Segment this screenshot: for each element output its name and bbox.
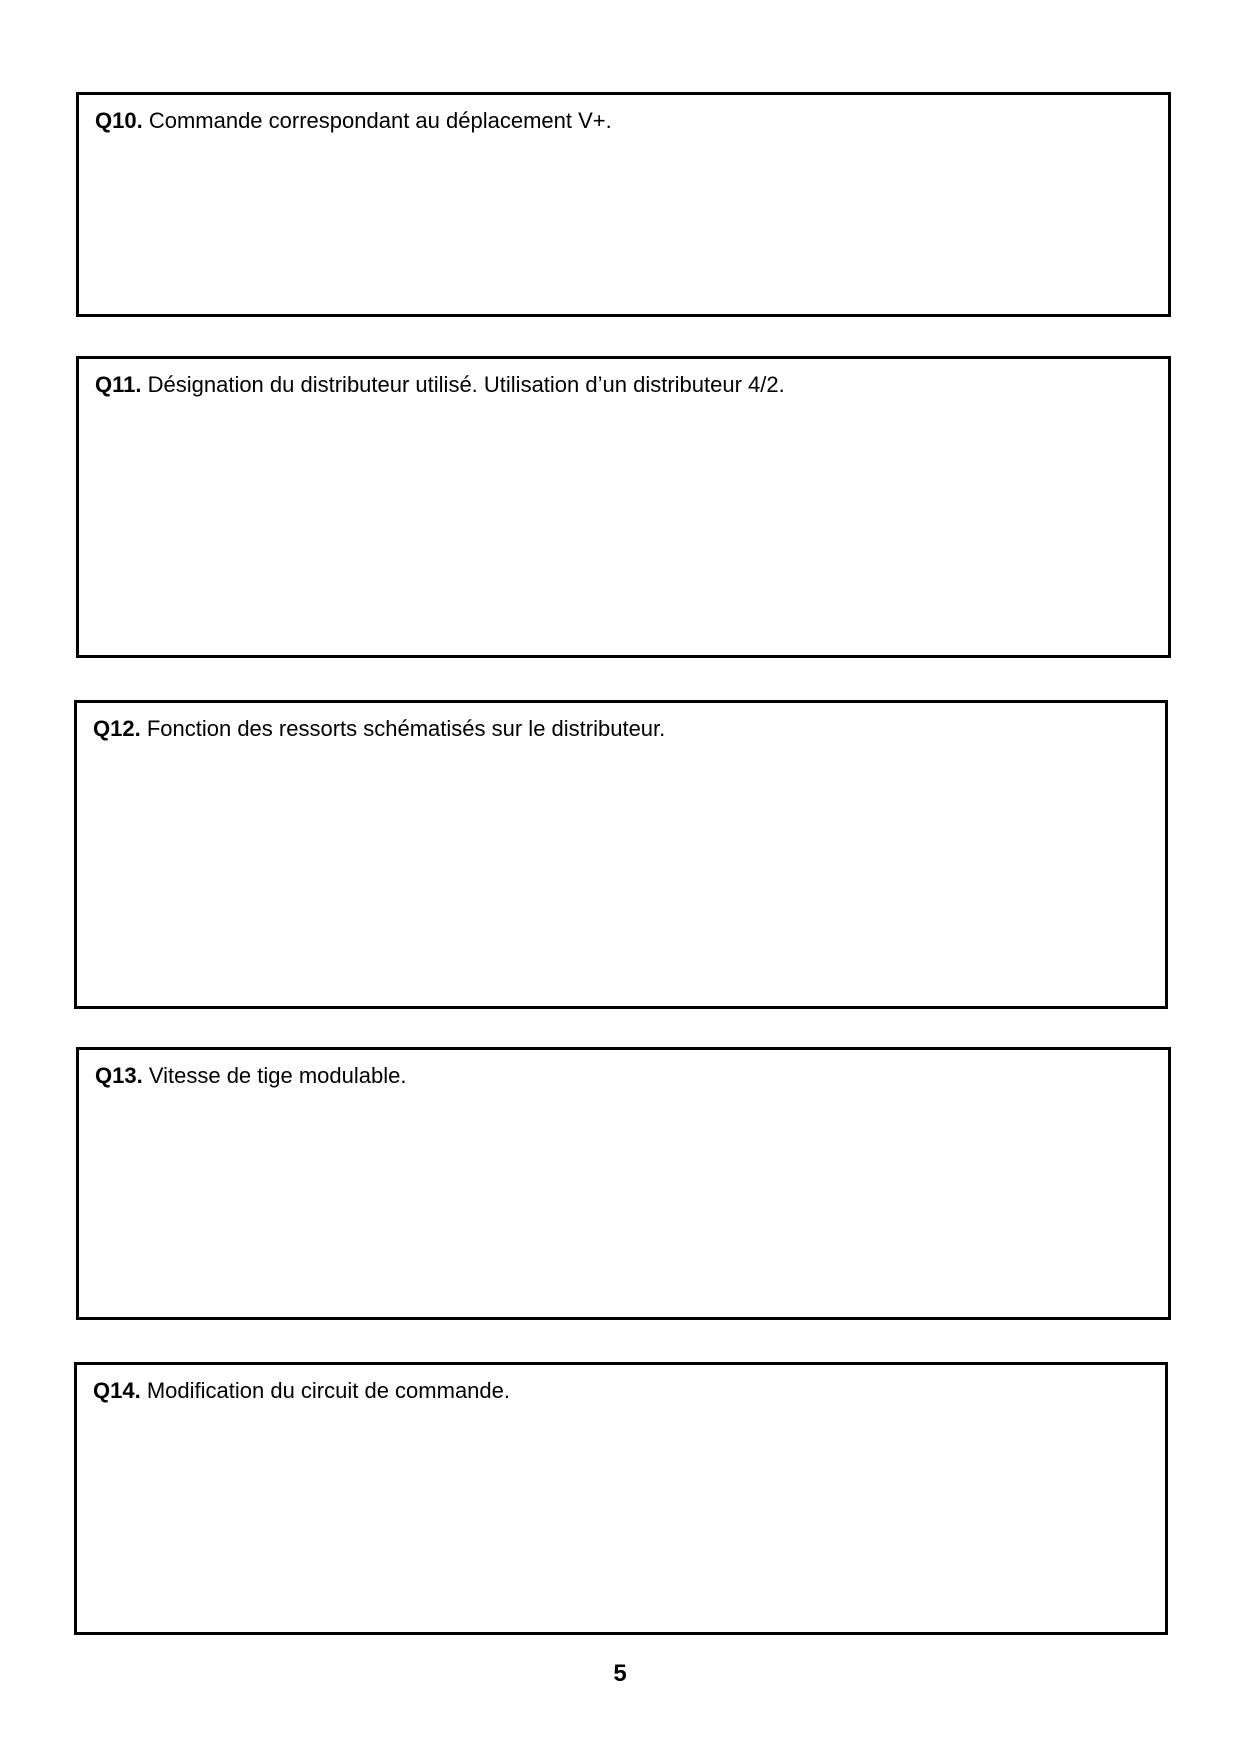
page-number: 5 bbox=[613, 1660, 627, 1687]
question-q12 bbox=[93, 716, 665, 742]
answer-box-q12[interactable] bbox=[74, 700, 1168, 1009]
question-text: Fonction des ressorts schématisés sur le distributeur. bbox=[146, 716, 666, 741]
question-text: Commande correspondant au déplacement V+. bbox=[148, 108, 612, 133]
question-number: Q12. bbox=[93, 716, 141, 741]
question-q11 bbox=[95, 372, 785, 398]
question-number: Q11. bbox=[95, 372, 142, 397]
question-text: Modification du circuit de commande. bbox=[146, 1378, 510, 1403]
question-text: Vitesse de tige modulable. bbox=[148, 1063, 407, 1088]
question-text: Désignation du distributeur utilisé. Utilisation d’un distributeur 4/2. bbox=[147, 372, 785, 397]
answer-box-q11[interactable] bbox=[76, 356, 1171, 658]
question-q10 bbox=[95, 108, 612, 134]
question-q13 bbox=[95, 1063, 406, 1089]
question-number: Q10. bbox=[95, 108, 143, 133]
answer-box-q14[interactable] bbox=[74, 1362, 1168, 1635]
question-number: Q13. bbox=[95, 1063, 143, 1088]
answer-box-q10[interactable] bbox=[76, 92, 1171, 317]
question-q14 bbox=[93, 1378, 510, 1404]
question-number: Q14. bbox=[93, 1378, 141, 1403]
answer-box-q13[interactable] bbox=[76, 1047, 1171, 1320]
